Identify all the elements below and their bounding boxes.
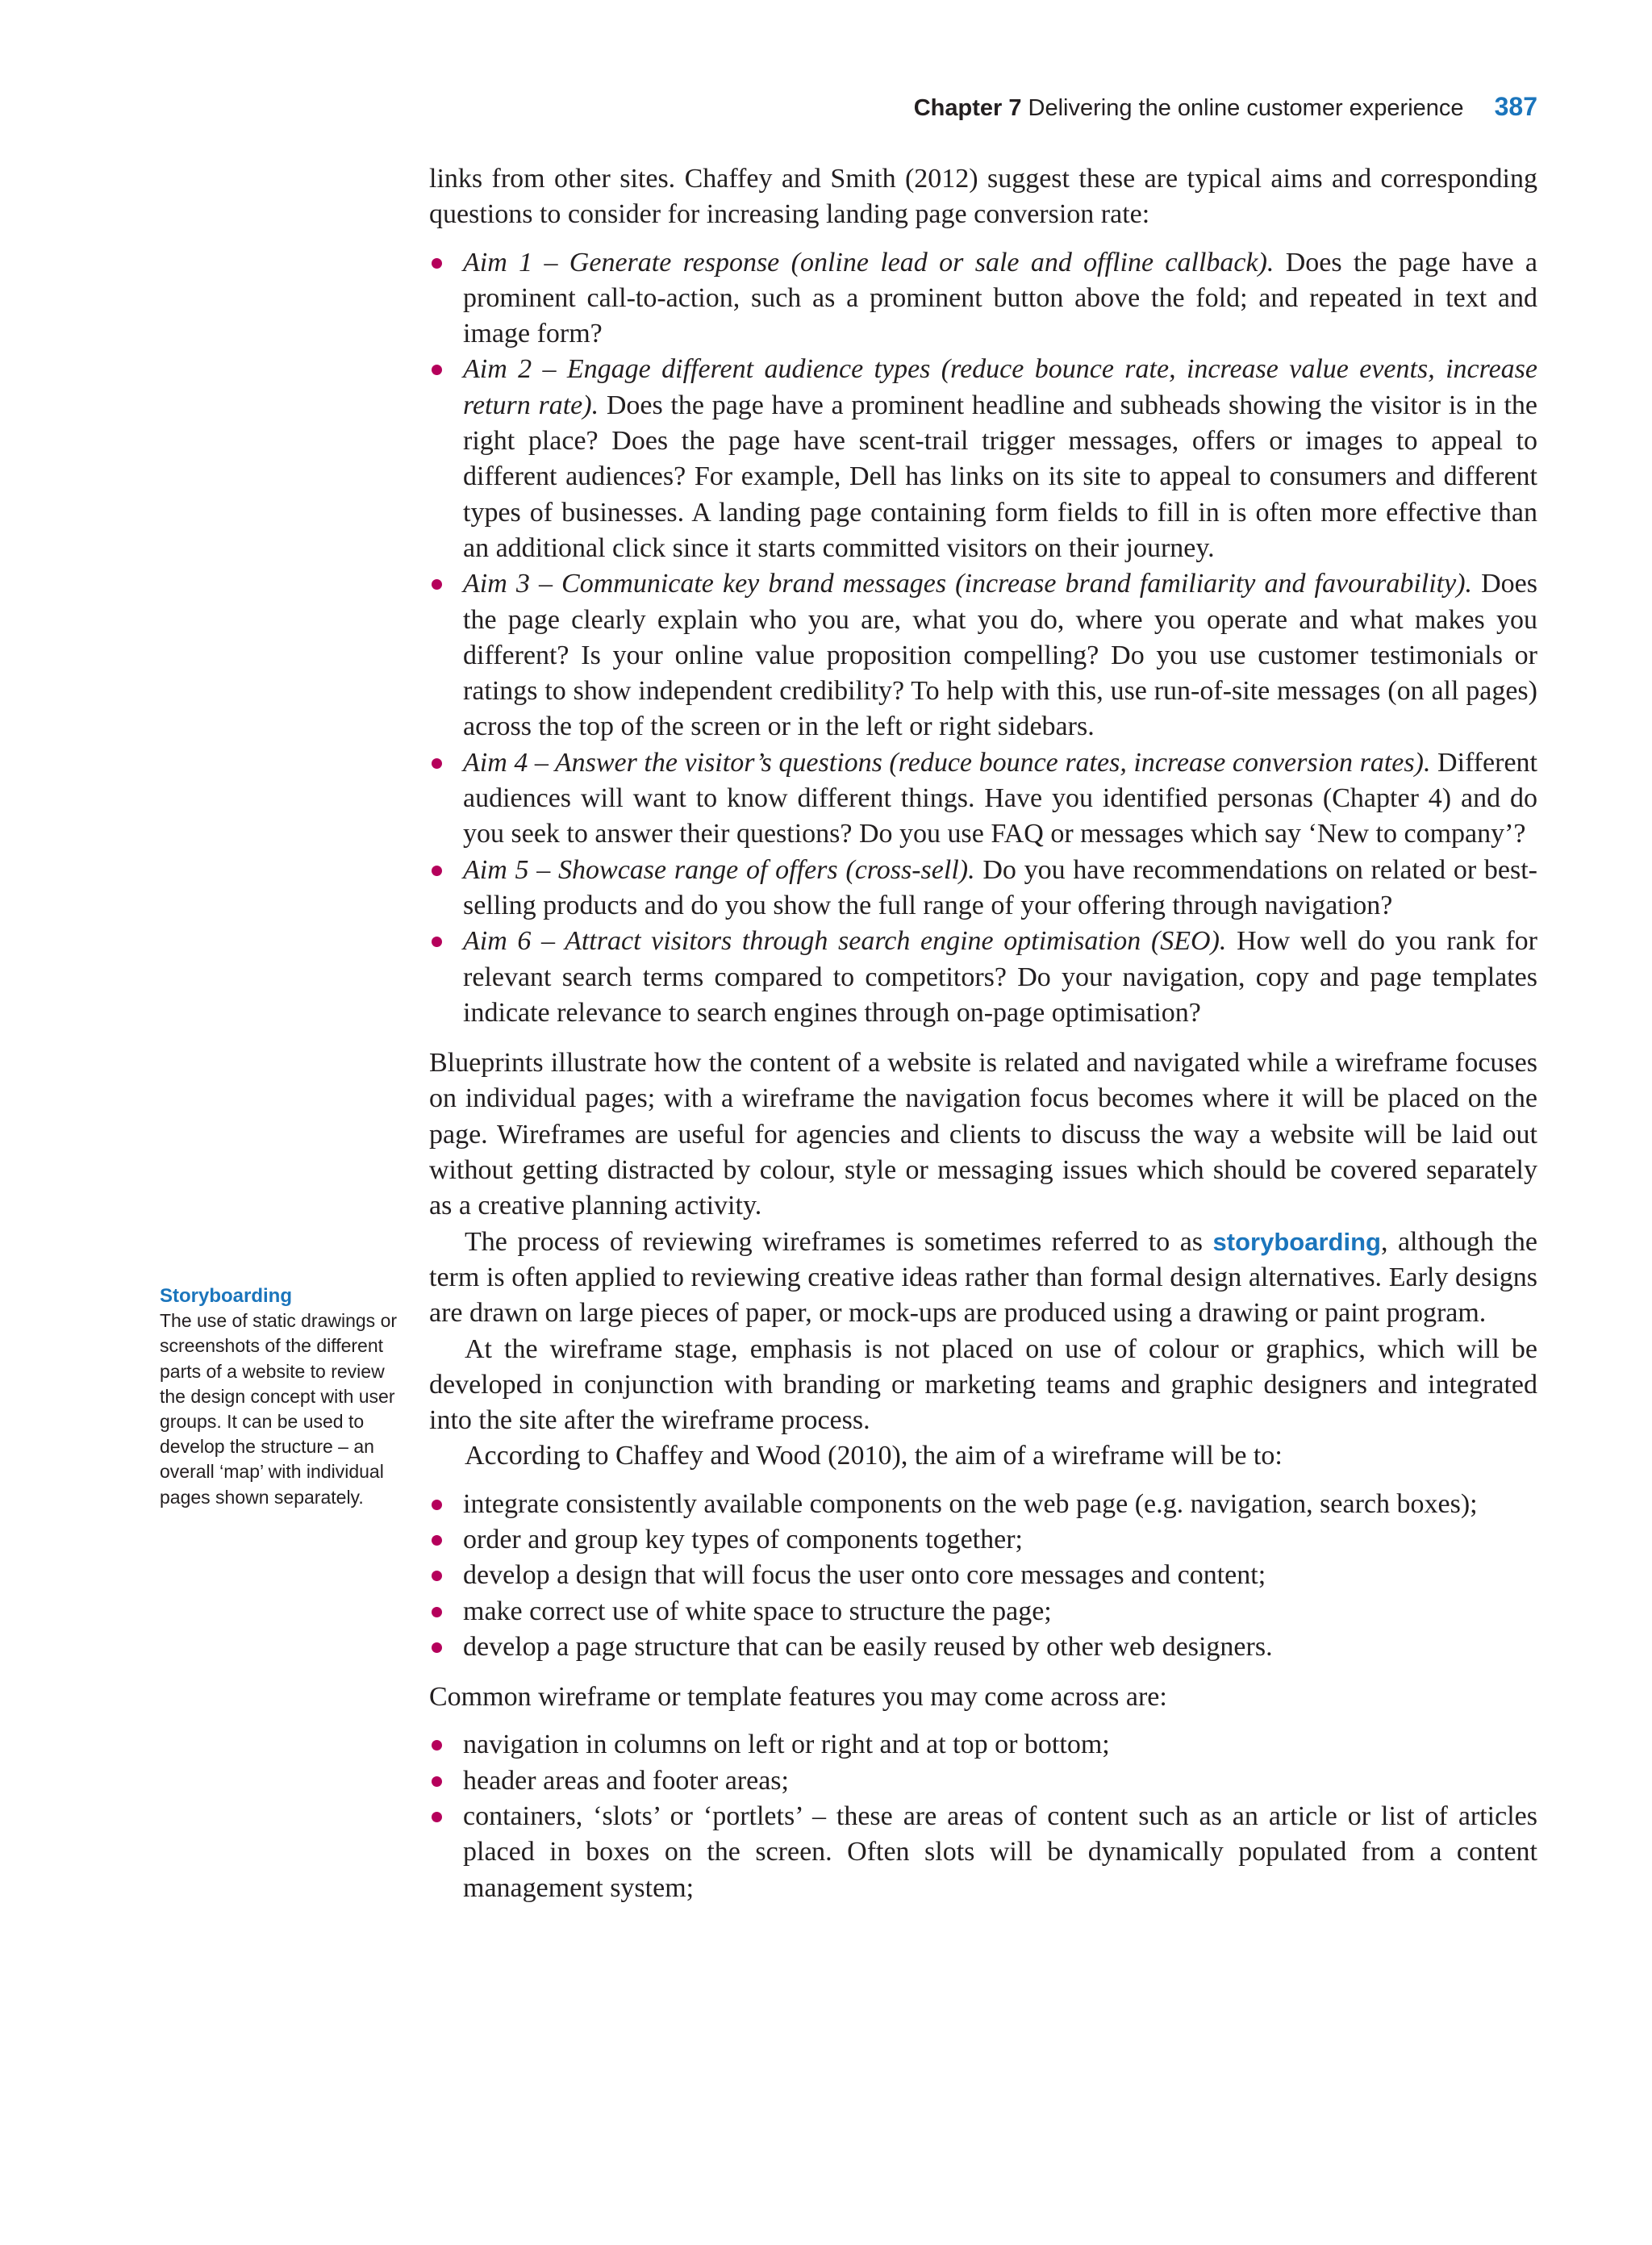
running-head	[914, 92, 1537, 122]
list-item-text: order and group key types of components together;	[463, 1524, 1023, 1554]
bullet-icon	[432, 1607, 442, 1617]
aims-list	[429, 245, 1537, 1032]
bullet-icon	[432, 937, 442, 947]
list-item-text: integrate consistently available components on the web page (e.g. navigation, search boxes);	[463, 1488, 1478, 1519]
list-item-text: develop a page structure that can be easily reused by other web designers.	[463, 1631, 1273, 1662]
list-item	[429, 1763, 1537, 1799]
bullet-icon	[432, 1812, 442, 1822]
aim-title: Aim 3 – Communicate key brand messages (increase brand familiarity and favourability).	[463, 569, 1473, 599]
chapter-title: Delivering the online customer experience	[1028, 95, 1464, 121]
list-item	[429, 853, 1537, 924]
list-item	[429, 566, 1537, 745]
list-item	[429, 1522, 1537, 1558]
bullet-icon	[432, 1642, 442, 1653]
list-item-text: navigation in columns on left or right and at top or bottom;	[463, 1730, 1110, 1760]
list-item	[429, 745, 1537, 853]
wood-paragraph: According to Chaffey and Wood (2010), the aim of a wireframe will be to:	[465, 1441, 1283, 1471]
aim-text: Does the page have a prominent headline and subheads showing the visitor is in the right place? Does the page have scent-trail trigger messages, offers or images to appeal to different audiences? For example, Dell has links on its site to appeal to consumers and different types of businesses. A landing page containing form fields to fill in is often more effective than an additional click since it starts committed visitors on their journey.	[463, 390, 1537, 563]
list-item	[429, 1727, 1537, 1763]
list-item	[429, 1487, 1537, 1522]
aim-title: Aim 5 – Showcase range of offers (cross-sell).	[463, 854, 975, 885]
list-item	[429, 1630, 1537, 1665]
storyboarding-paragraph	[429, 1225, 1537, 1332]
list-item	[429, 1799, 1537, 1906]
bullet-icon	[432, 1571, 442, 1581]
wireframe-aims-list	[429, 1487, 1537, 1665]
list-item	[429, 352, 1537, 566]
list-item-text: containers, ‘slots’ or ‘portlets’ – these are areas of content such as an article or list of articles placed in boxes on the screen. Often slots will be dynamically populated from a content management system;	[463, 1801, 1537, 1903]
bullet-icon	[432, 1776, 442, 1787]
aim-title: Aim 4 – Answer the visitor’s questions (reduce bounce rates, increase conversion rates).	[463, 747, 1431, 778]
bullet-icon	[432, 866, 442, 876]
intro-paragraph: links from other sites. Chaffey and Smith (2012) suggest these are typical aims and corresponding questions to consider for increasing landing page conversion rate:	[429, 164, 1537, 230]
bullet-icon	[432, 1500, 442, 1510]
list-item	[429, 1558, 1537, 1593]
bullet-icon	[432, 258, 442, 269]
list-item	[429, 245, 1537, 353]
storyboarding-after: , although the term is often applied to reviewing creative ideas rather than formal design alternatives. Early designs are drawn on large pieces of paper, or mock-ups are produced using a drawing or paint program.	[429, 1226, 1537, 1329]
features-list	[429, 1727, 1537, 1905]
list-item-text: header areas and footer areas;	[463, 1765, 789, 1796]
aim-text: Different audiences will want to know different things. Have you identified personas (Chapter 4) and do you seek to answer their questions? Do you use FAQ or messages which say ‘New to company’?	[463, 747, 1538, 849]
storyboarding-keyterm: storyboarding	[1212, 1227, 1381, 1256]
storyboarding-before: The process of reviewing wireframes is sometimes referred to as	[465, 1226, 1213, 1257]
aim-text: Does the page clearly explain who you are, what you do, where you operate and what makes you different? Is your online value proposition compelling? Do you use customer testimonials or ratings to show independent credibility? To help with this, use run-of-site messages (on all pages) across the top of the screen or in the left or right sidebars.	[463, 569, 1537, 742]
aim-text: Does the page have a prominent call-to-action, such as a prominent button above the fold; and repeated in text and image form?	[463, 247, 1538, 349]
blueprints-paragraph: Blueprints illustrate how the content of a website is related and navigated while a wireframe focuses on individual pages; with a wireframe the navigation focus becomes where it will be placed on the page. Wireframes are useful for agencies and clients to discuss the way a website will be laid out without getting distracted by colour, style or messaging issues which should be covered separately as a creative planning activity.	[429, 1048, 1537, 1221]
margin-definition-text: The use of static drawings or screenshots of the different parts of a website to review the design concept with user groups. It can be used to develop the structure – an overall ‘map’ with individual pages shown separately.	[160, 1310, 398, 1508]
wireframe-stage-paragraph: At the wireframe stage, emphasis is not placed on use of colour or graphics, which will be developed in conjunction with branding or marketing teams and graphic designers and integrated into the site after the wireframe process.	[429, 1333, 1537, 1436]
features-intro: Common wireframe or template features you may come across are:	[429, 1682, 1167, 1713]
bullet-icon	[432, 758, 442, 769]
bullet-icon	[432, 1740, 442, 1751]
list-item-text: make correct use of white space to structure the page;	[463, 1596, 1052, 1626]
chapter-label: Chapter 7	[913, 95, 1022, 121]
list-item	[429, 924, 1537, 1031]
list-item	[429, 1594, 1537, 1630]
bullet-icon	[432, 365, 442, 375]
page-number: 387	[1494, 92, 1537, 121]
aim-text: How well do you rank for relevant search terms compared to competitors? Do your navigation, copy and page templates indicate relevance to search engines through on-page optimisation?	[463, 926, 1537, 1028]
aim-title: Aim 2 – Engage different audience types (reduce bounce rate, increase value events, increase return rate).	[463, 354, 1537, 420]
list-item-text: develop a design that will focus the user onto core messages and content;	[463, 1560, 1266, 1591]
bullet-icon	[432, 1535, 442, 1546]
aim-title: Aim 6 – Attract visitors through search engine optimisation (SEO).	[463, 926, 1227, 957]
bullet-icon	[432, 579, 442, 590]
main-text	[429, 161, 1537, 1921]
margin-term: Storyboarding	[160, 1285, 293, 1307]
margin-definition	[160, 1283, 402, 1510]
aim-title: Aim 1 – Generate response (online lead or sale and offline callback).	[463, 247, 1274, 277]
aim-text: Do you have recommendations on related or best-selling products and do you show the full range of your offering through navigation?	[463, 854, 1537, 920]
